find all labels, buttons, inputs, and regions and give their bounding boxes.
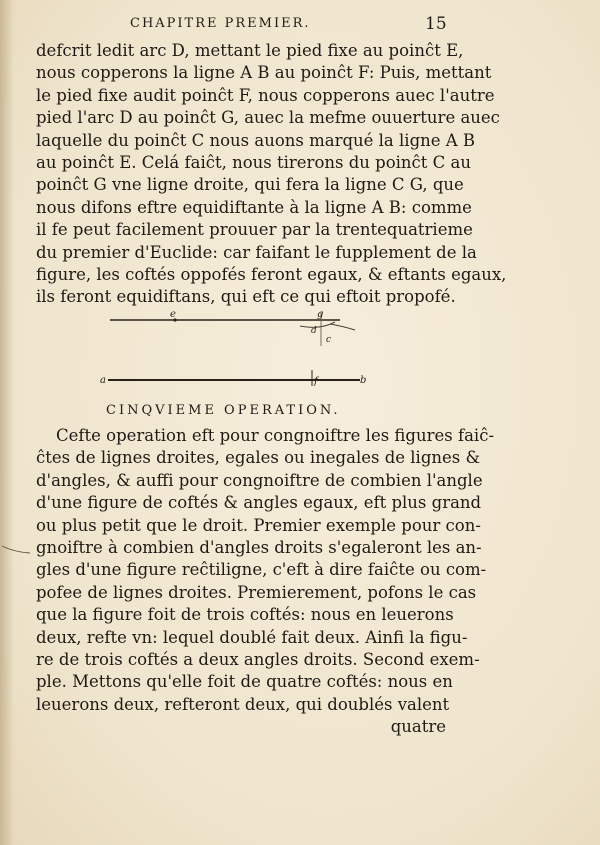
text-line: au poinĉt E. Celá faiĉt, nous tirerons du poinĉt C au [36, 153, 471, 173]
text-line: ou plus petit que le droit. Premier exemple pour con- [36, 515, 481, 535]
label-c: c [326, 335, 332, 345]
text-line: deux, refte vn: lequel doublé fait deux. Ainfi la figu- [36, 627, 468, 647]
text-line: que la figure foit de trois coftés: nous en leuerons [36, 605, 454, 625]
label-g: g [317, 309, 324, 320]
label-b: b [360, 375, 367, 386]
text-line: ils feront equidiftans, qui eft ce qui eftoit propofé. [36, 287, 456, 307]
catchword: quatre [390, 717, 446, 737]
label-f: f [314, 376, 318, 387]
label-e: e [170, 309, 176, 320]
text-line: ĉtes de lignes droites, egales ou inegales de lignes & [36, 448, 481, 468]
text-line: figure, les coftés oppofés feront egaux, & eftants egaux, [36, 265, 507, 285]
running-head [0, 16, 600, 36]
label-a: a [100, 375, 106, 386]
paragraph-2 [36, 425, 495, 739]
chapter-title: CHAPITRE PREMIER. [130, 16, 311, 31]
text-line: le pied fixe audit poinĉt F, nous copperons auec l'autre [36, 85, 495, 105]
arc-mark-d [300, 322, 335, 327]
paragraph-1 [36, 40, 507, 309]
text-line: du premier d'Euclide: car faifant le fupplement de la [36, 242, 477, 262]
label-d: d [311, 326, 317, 336]
text-line: leuerons deux, refteront deux, qui doublés valent [36, 694, 450, 714]
text-line: laquelle du poinĉt C nous auons marqué la ligne A B [36, 130, 476, 150]
text-line: d'angles, & auffi pour congnoiftre de combien l'angle [36, 470, 483, 490]
text-line: il fe peut facilement prouuer par la trentequatrieme [36, 220, 473, 240]
text-line: pofee de lignes droites. Premierement, pofons le cas [36, 582, 477, 602]
text-line: re de trois coftés a deux angles droits. Second exem- [36, 650, 480, 670]
text-line: defcrit ledit arc D, mettant le pied fixe au poinĉt E, [36, 41, 464, 60]
text-line: pied l'arc D au poinĉt G, auec la mefme ouuerture auec [36, 108, 500, 128]
text-line: ple. Mettons qu'elle foit de quatre coftés: nous en [36, 672, 453, 692]
parallel-lines-figure [30, 300, 450, 400]
text-line: nous difons eftre equidiftante à la ligne A B: comme [36, 197, 472, 217]
margin-pen-mark [0, 544, 32, 556]
text-line: Cefte operation eft pour congnoiftre les figures faiĉ- [56, 426, 495, 445]
text-line: nous copperons la ligne A B au poinĉt F: Puis, mettant [36, 63, 492, 83]
text-line: d'une figure de coftés & angles egaux, eft plus grand [36, 493, 482, 513]
section-heading: CINQVIEME OPERATION. [106, 403, 341, 418]
text-line: gnoiftre à combien d'angles droits s'egaleront les an- [36, 538, 482, 558]
arc-mark-g [330, 324, 355, 330]
page-gutter-shadow [0, 0, 14, 845]
page-number: 15 [425, 14, 447, 34]
text-line: gles d'une figure reĉtiligne, c'eft à dire faiĉte ou com- [36, 560, 487, 580]
text-line: poinĉt G vne ligne droite, qui fera la ligne C G, que [36, 175, 464, 195]
